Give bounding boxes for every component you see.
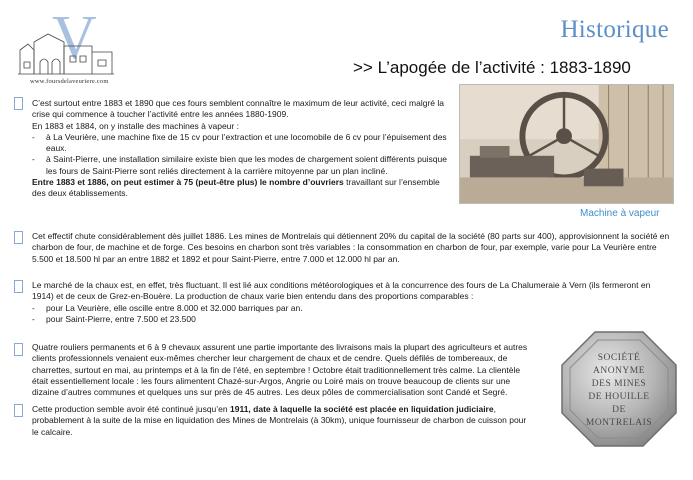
section-1-line2: En 1883 et 1884, on y installe des machines à vapeur :	[32, 120, 239, 131]
section-3: Le marché de la chaux est, en effet, très fluctuant. Il est lié aux conditions météorologiques et à la concurrence des fours de La Chalumeraie à Vern (ils fermeront en 1914) et de ceux de Grez-en-Bouère. La production de chaux varie bien entendu dans des proportions comparables : - pour La Veurière, elle oscille entre 8.000 et 32.000 barriques par an. - pour Saint-Pierre, entre 7.500 et 23.500	[32, 280, 672, 325]
section-5-rest: , probablement à la suite de la mise en liquidation des Mines de Montrelais (à 30km), unique fournisseur de charbon de cuisson pour le calcaire.	[32, 404, 527, 437]
section-4	[32, 342, 532, 398]
section-1-bullet-1: à La Veurière, une machine fixe de 15 cv pour l’extraction et une locomobile de 6 cv pour l’épuisement des eaux.	[46, 131, 447, 154]
section-1-bold: Entre 1883 et 1886, on peut estimer à 75 (peut-être plus) le nombre d’ouvriers	[32, 177, 344, 188]
photo-caption: Machine à vapeur	[580, 208, 660, 219]
section-2-text: Cet effectif chute considérablement dès juillet 1886. Les mines de Montrelais qui détiennent 20% du capital de la société (80 parts sur 400), approvisionnent la société en charbon de four, de machine et de forge. Ces besoins en charbon sont très variables : la consommation en charbon de four, par exemple, varie pour La Veurière entre 5.500 et 18.500 hl par an entre 1882 et 1892 et pour Saint-Pierre, entre 7.000 et 12.000 hl par an.	[32, 231, 670, 264]
page-subtitle: >> L’apogée de l’activité : 1883-1890	[353, 58, 631, 77]
coin-line-3: DES MINES	[591, 379, 647, 389]
section-3-bullet-2: pour Saint-Pierre, entre 7.500 et 23.500	[46, 313, 196, 324]
section-bullet-icon	[14, 231, 23, 244]
logo-url: www.foursdelaveuriere.com	[30, 78, 109, 85]
section-5-bold: 1911, date à laquelle la société est placée en liquidation judiciaire	[229, 404, 494, 414]
coin-line-1: SOCIÉTÉ	[597, 353, 641, 363]
section-3-text: Le marché de la chaux est, en effet, très fluctuant. Il est lié aux conditions météorologiques et à la concurrence des fours de La Chalumeraie à Vern (ils fermeront en 1914) et de ceux de Grez-en-Bouère. La production de chaux varie bien entendu dans des proportions comparables :	[32, 280, 651, 302]
section-bullet-icon	[14, 343, 23, 356]
mines-coin-image	[560, 330, 678, 448]
section-1: C’est surtout entre 1883 et 1890 que ces fours semblent connaître le maximum de leur activité, ceci malgré la crise qui commence à toucher l’activité entre les années 1880-1909. En 1883 et 1884, on y installe des machines à vapeur : - à La Veurière, une machine fixe de 15 cv pour l’extraction et une locomobile de 6 cv pour l’épuisement des eaux. - à Saint-Pierre, une installation similaire existe bien que les modes de chargement soient différents puisque les fours de Saint-Pierre sont reliés directement à la carrière mitoyenne par un plan incliné. Entre 1883 et 1886, on peut estimer à 75 (peut-être plus) le nombre d’ouvriers travaillant sur l’ensemble des deux établissements.	[32, 98, 447, 199]
logo-icon	[14, 6, 134, 84]
section-5-pre: Cette production semble avoir été continué jusqu’en	[32, 404, 230, 414]
coin-line-5: DE	[612, 405, 626, 415]
section-3-bullet-1: pour La Veurière, elle oscille entre 8.000 et 32.000 barriques par an.	[46, 302, 303, 313]
svg-text:V: V	[52, 6, 97, 72]
coin-line-6: MONTRELAIS	[585, 418, 653, 428]
section-1-bullet-2: à Saint-Pierre, une installation similaire existe bien que les modes de chargement soient différents puisque les fours de Saint-Pierre sont reliés directement à la carrière mitoyenne par un plan incliné.	[46, 154, 447, 176]
page-title: Historique	[560, 16, 669, 43]
coin-line-2: ANONYME	[592, 366, 646, 376]
section-2	[32, 231, 672, 265]
steam-machine-photo	[459, 84, 674, 204]
section-1-rest: travaillant sur l’ensemble des deux établissements.	[32, 177, 440, 199]
section-1-intro: C’est surtout entre 1883 et 1890 que ces fours semblent connaître le maximum de leur activité, ceci malgré la crise qui commence à toucher l’activité entre les années 1880-1909.	[32, 98, 444, 120]
coin-line-4: DE HOUILLE	[588, 392, 650, 402]
section-5	[32, 404, 532, 438]
section-bullet-icon	[14, 404, 23, 417]
section-4-text: Quatre rouliers permanents et 6 à 9 chevaux assurent une partie importante des livraisons mais la plupart des agriculteurs et autres clients professionnels venaient eux-mêmes chercher leur chargement de chaux et de cendre. Quels défilés de tombereaux, de charrettes, surtout en mai, au printemps et à la fin de l’été, en septembre ! Octobre était traditionnellement très calme. La clientèle était essentiellement locale : les fours alimentent Chazé-sur-Argos, Angrie ou Loiré mais on trouve beaucoup de clients sur une dizaine d’autres communes et quelques uns sur près de 45 autres. Les deux pôles de commercialisation sont Candé et Segré.	[32, 342, 528, 398]
section-bullet-icon	[14, 280, 23, 293]
section-bullet-icon	[14, 97, 23, 110]
